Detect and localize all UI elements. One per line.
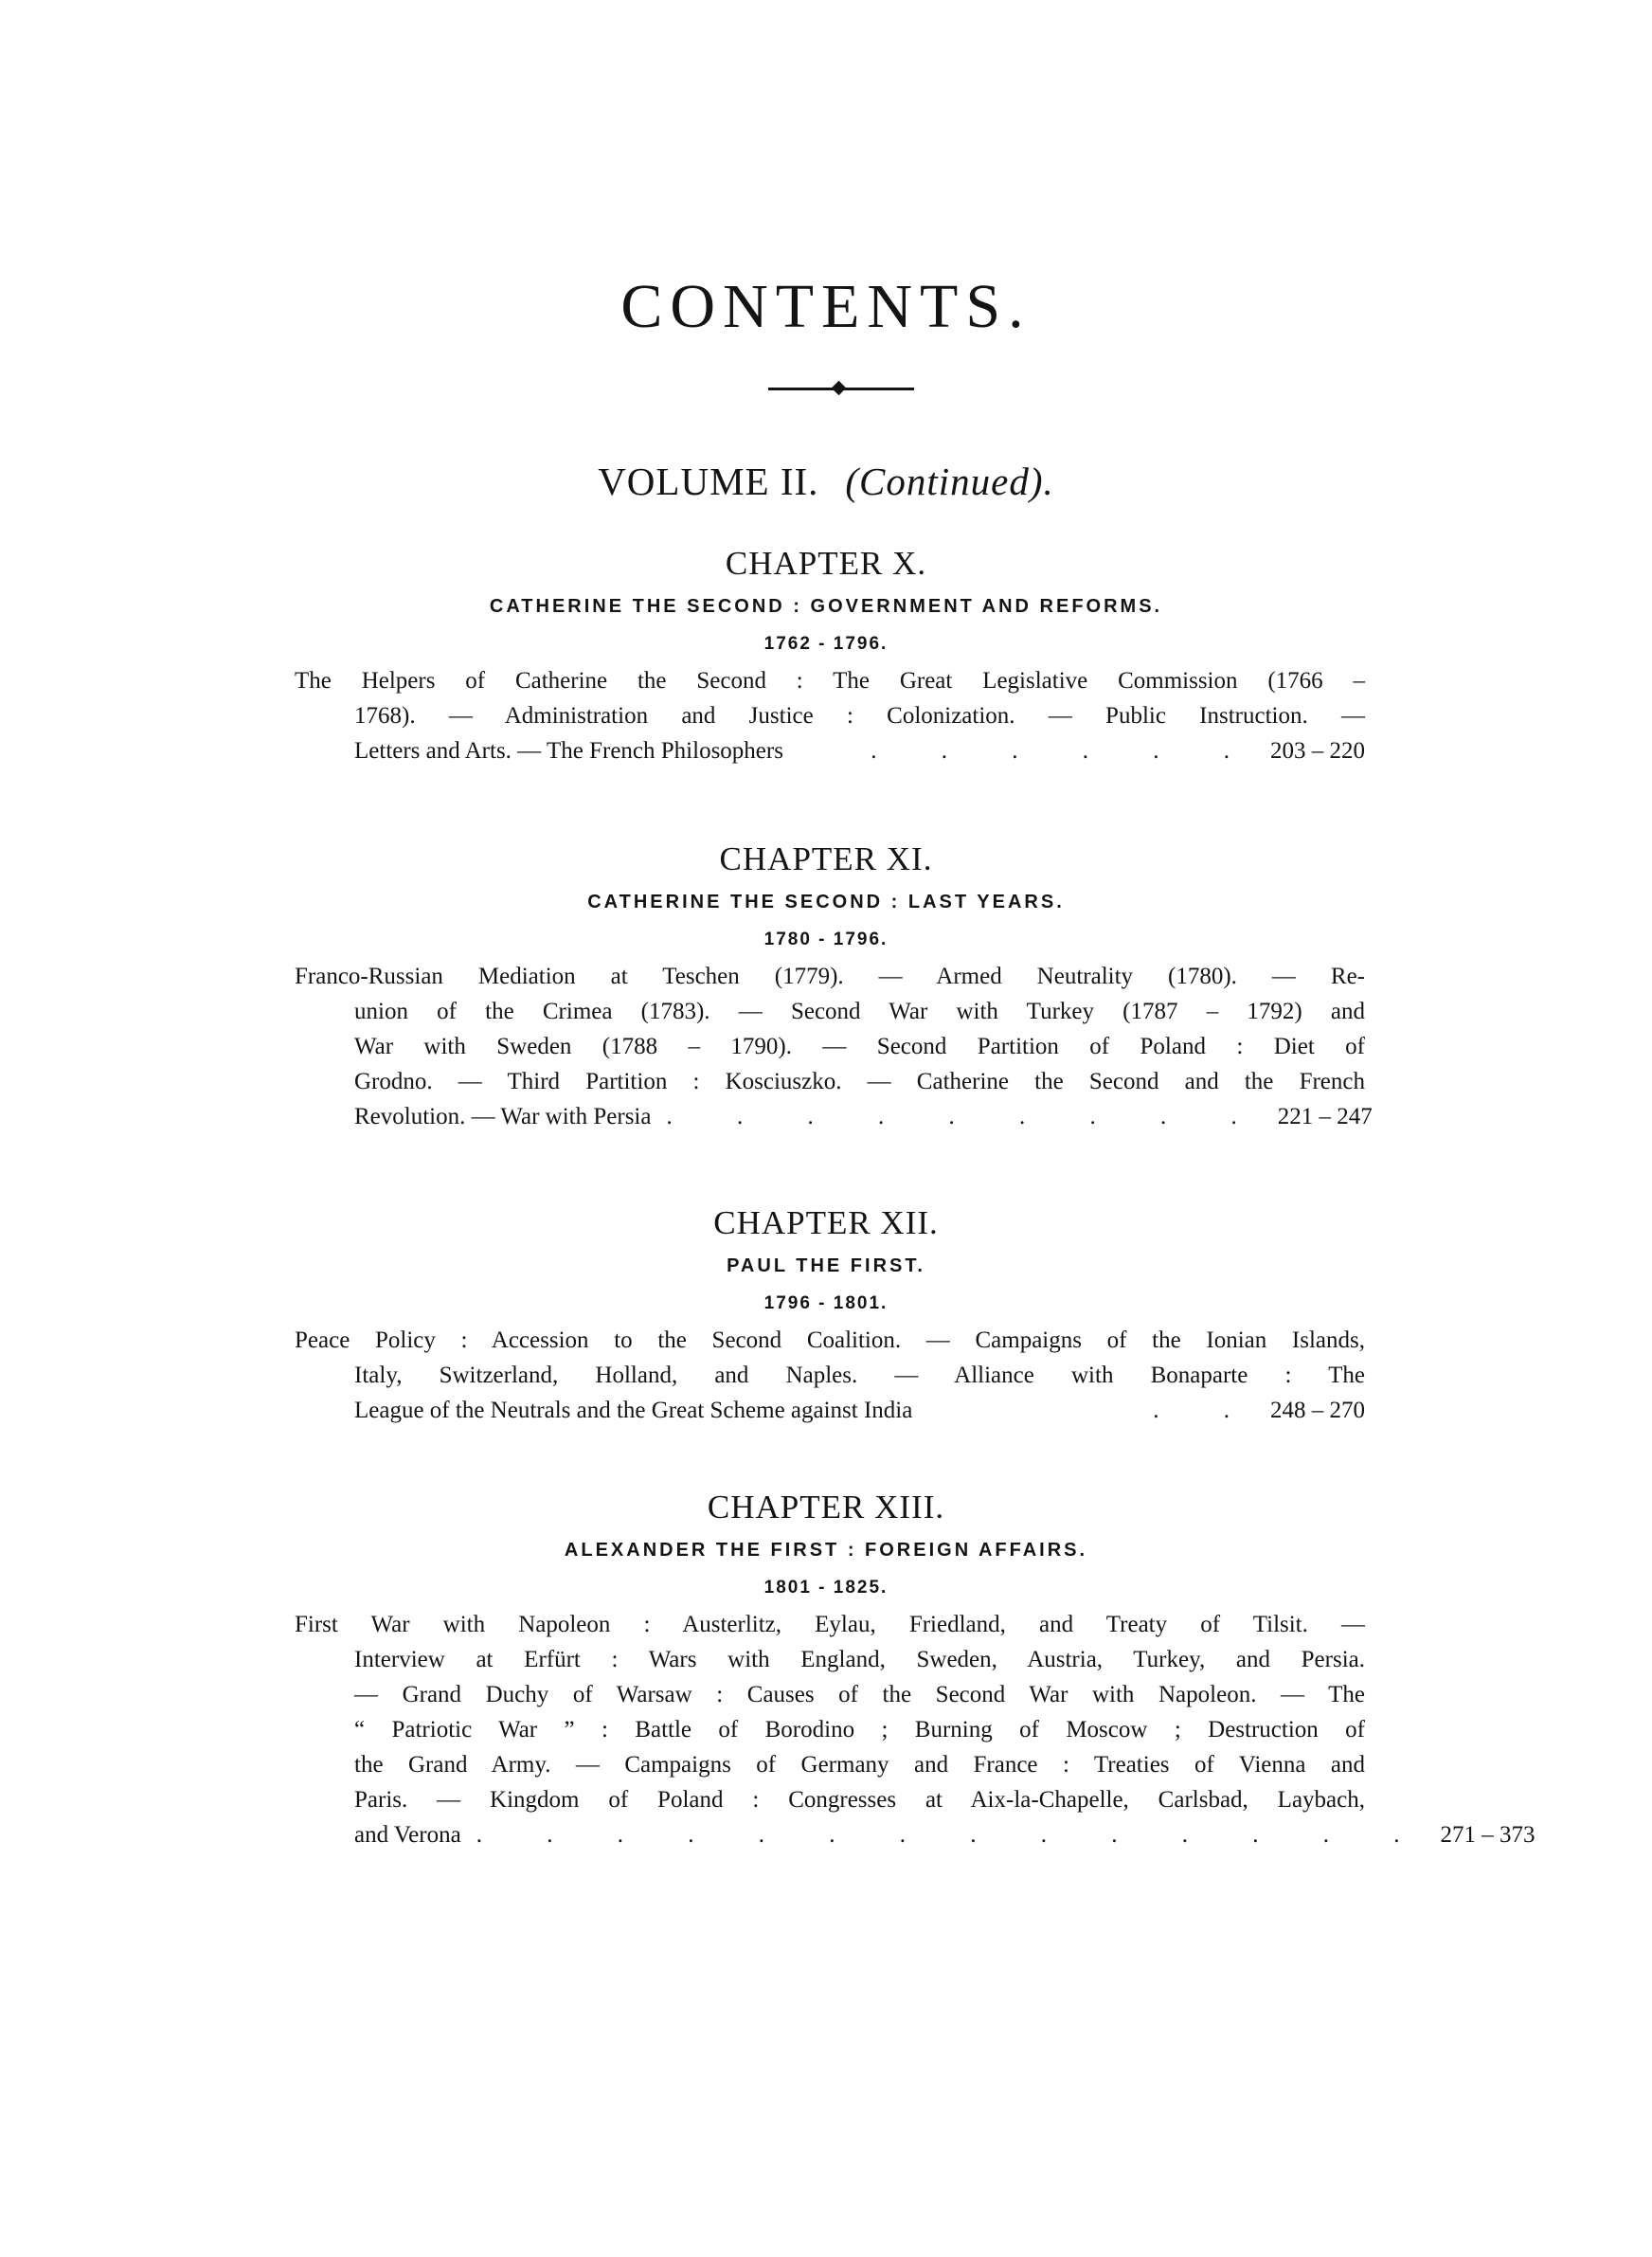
chapter-entry-xii [0,1200,1652,1428]
chapter-summary [295,663,1365,768]
summary-line: Franco-Russian Mediation at Teschen (1779). — Armed Neutrality (1780). — Re- [295,964,1365,989]
summary-last-line [295,1393,1365,1428]
chapter-dates: 1762 - 1796. [763,634,889,654]
page-range: 221 – 247 [1277,1104,1373,1129]
chapter-dates: 1780 - 1796. [763,930,889,949]
chapter-entry-xiii [0,1484,1652,1852]
chapter-subtitle: CATHERINE THE SECOND : GOVERNMENT AND REFORMS. [489,596,1163,617]
summary-line: Interview at Erfürt : Wars with England, Sweden, Austria, Turkey, and Persia. [354,1647,1365,1672]
summary-last-line [295,1099,1373,1134]
summary-line: League of the Neutrals and the Great Scheme against India [354,1398,913,1423]
chapter-dates: 1801 - 1825. [763,1578,889,1598]
volume-heading [0,459,1652,504]
summary-line: The Helpers of Catherine the Second : The Great Legislative Commission (1766 – [295,668,1365,694]
chapter-dates: 1796 - 1801. [763,1293,889,1313]
chapter-summary [295,959,1373,1134]
summary-last-line [295,1817,1535,1852]
summary-line: Letters and Arts. — The French Philosophers [354,738,783,764]
chapter-subtitle: CATHERINE THE SECOND : LAST YEARS. [587,892,1065,912]
summary-line: 1768). — Administration and Justice : Colonization. — Public Instruction. — [354,703,1365,729]
summary-line: the Grand Army. — Campaigns of Germany and France : Treaties of Vienna and [354,1752,1365,1778]
dot-leader: . . . . . . [871,738,1259,764]
summary-line: “ Patriotic War ” : Battle of Borodino ; Burning of Moscow ; Destruction of [354,1717,1365,1742]
summary-line: Paris. — Kingdom of Poland : Congresses at Aix-la-Chapelle, Carlsbad, Laybach, [354,1787,1365,1813]
dot-leader: . . . . . . . . . . . . . . [476,1822,1429,1848]
summary-line: Revolution. — War with Persia [354,1104,652,1129]
volume-label: VOLUME II. [598,460,819,503]
summary-last-line [295,733,1365,768]
chapter-summary [295,1607,1535,1852]
chapter-entry-xi [0,836,1652,1134]
chapter-title: CHAPTER XII. [713,1204,939,1241]
summary-line: and Verona [354,1822,461,1848]
summary-line: Grodno. — Third Partition : Kosciuszko. — Catherine the Second and the French [354,1069,1365,1094]
dot-leader: . . . . . . . . . [666,1104,1266,1129]
chapter-summary [295,1323,1365,1428]
page-range: 271 – 373 [1440,1822,1535,1848]
dot-leader: . . [1153,1398,1259,1423]
chapter-subtitle: PAUL THE FIRST. [727,1255,925,1276]
page-title: CONTENTS. [620,272,1032,341]
chapter-title: CHAPTER XIII. [707,1489,945,1526]
page-range: 203 – 220 [1270,738,1365,764]
diamond-ornament-icon [832,381,847,396]
chapter-title: CHAPTER XI. [719,840,933,877]
chapter-title: CHAPTER X. [725,545,927,582]
summary-line: Peace Policy : Accession to the Second Coalition. — Campaigns of the Ionian Islands, [295,1327,1365,1353]
summary-line: — Grand Duchy of Warsaw : Causes of the Second War with Napoleon. — The [354,1682,1365,1707]
summary-line: Italy, Switzerland, Holland, and Naples. — Alliance with Bonaparte : The [354,1363,1365,1388]
page-range: 248 – 270 [1270,1398,1365,1423]
chapter-entry-x [0,540,1652,768]
summary-line: War with Sweden (1788 – 1790). — Second Partition of Poland : Diet of [354,1034,1365,1059]
volume-note: (Continued). [845,460,1054,503]
summary-line: First War with Napoleon : Austerlitz, Eylau, Friedland, and Treaty of Tilsit. — [295,1612,1365,1637]
summary-line: union of the Crimea (1783). — Second War with Turkey (1787 – 1792) and [354,999,1365,1024]
chapter-subtitle: ALEXANDER THE FIRST : FOREIGN AFFAIRS. [564,1540,1088,1561]
